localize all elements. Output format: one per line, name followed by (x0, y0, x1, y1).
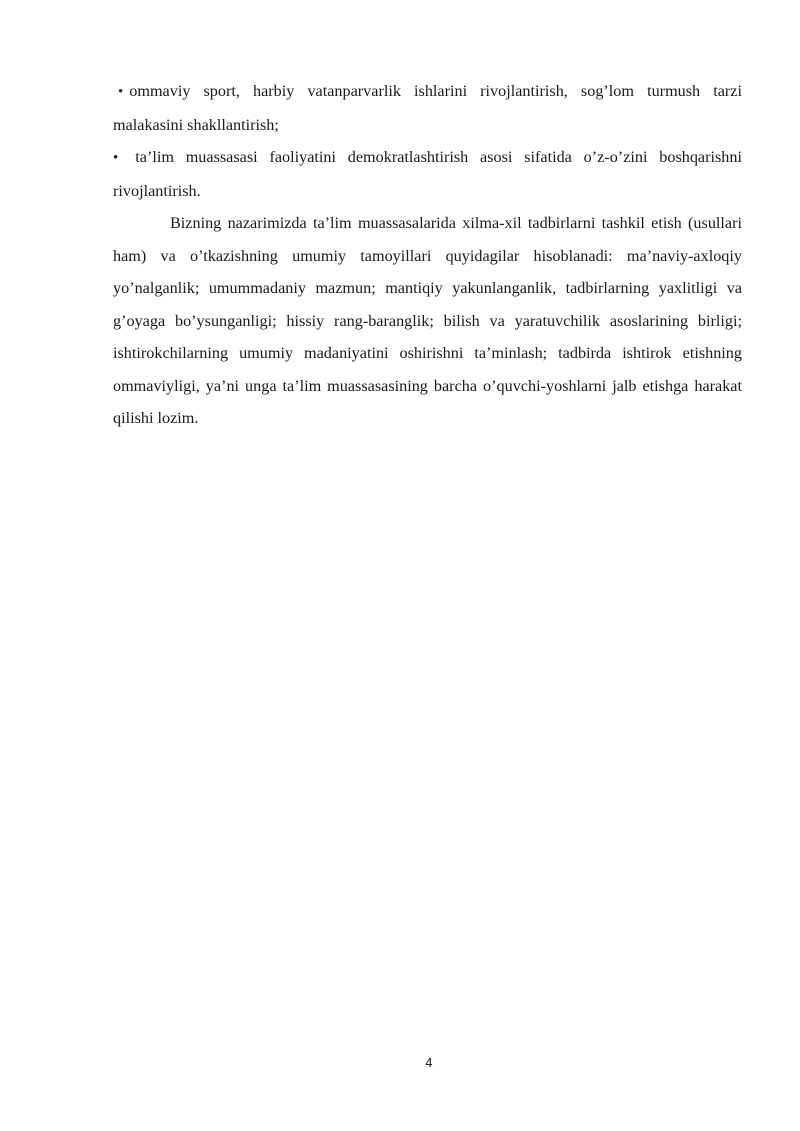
bullet-text: ta’lim muassasasi faoliyatini demokratlashtirish asosi sifatida o’z-o’zini boshqarishni rivojlantirish. (113, 148, 742, 200)
bullet-item-sport (113, 75, 742, 141)
page-number: 4 (425, 1056, 433, 1070)
bullet-icon: • (118, 84, 124, 100)
body-paragraph: Bizning nazarimizda ta’lim muassasalarida xilma-xil tadbirlarni tashkil etish (usullari ham) va o’tkazishning umumiy tamoyillari quyidagilar hisoblanadi: ma’naviy-axloqiy yo’nalganlik; umummadaniy mazmun; mantiqiy yakunlanganlik, tadbirlarning yaxlitligi va g’oyaga bo’ysunganligi; hissiy rang-baranglik; bilish va yaratuvchilik asoslarining birligi; ishtirokchilarning umumiy madaniyatini oshirishni ta’minlash; tadbirda ishtirok etishning ommaviyligi, ya’ni unga ta’lim muassasasining barcha o’quvchi-yoshlarni jalb etishga harakat qilishi lozim. (113, 214, 742, 427)
bullet-icon: • (113, 150, 119, 166)
bullet-item-self-governance (113, 141, 742, 207)
page-body (113, 75, 742, 435)
bullet-text: ommaviy sport, harbiy vatanparvarlik ishlarini rivojlantirish, sog’lom turmush tarzi malakasini shakllantirish; (113, 82, 742, 134)
